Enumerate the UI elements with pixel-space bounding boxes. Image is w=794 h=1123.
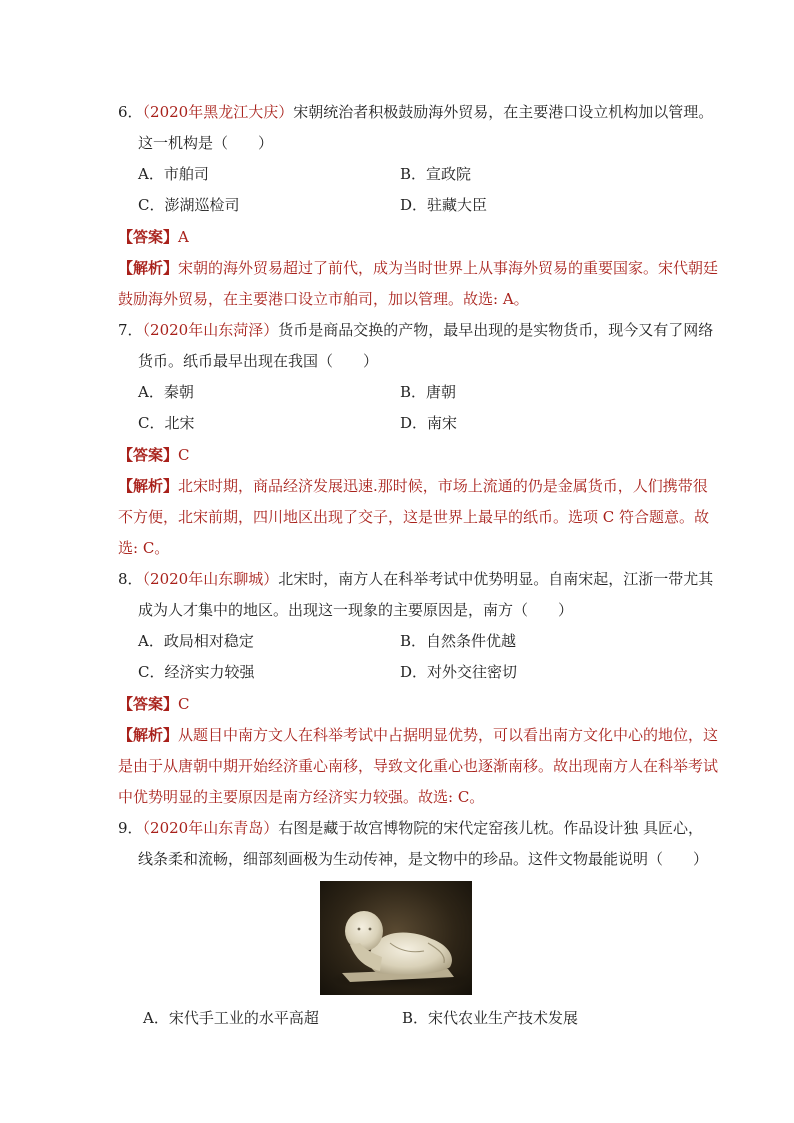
q9-stem-text1: 右图是藏于故宫博物院的宋代定窑孩儿枕。作品设计独 具匠心， <box>278 819 704 837</box>
q6-option-d[interactable]: D．驻藏大臣 <box>400 196 488 214</box>
q8-option-d[interactable]: D．对外交往密切 <box>400 663 518 681</box>
q7-stem-line1 <box>118 320 713 340</box>
q7-stem-text1: 货币是商品交换的产物，最早出现的是实物货币，现今又有了网络 <box>278 321 714 339</box>
q6-answer-line <box>118 227 189 247</box>
q7-option-d[interactable]: D．南宋 <box>400 414 458 432</box>
q6-stem-line2: 这一机构是（ ） <box>138 134 274 152</box>
q6-answer: A <box>178 228 189 246</box>
q9-stem-line1 <box>118 818 703 838</box>
q9-number: 9． <box>118 819 143 837</box>
q6-analysis-line2: 鼓励海外贸易，在主要港口设立市舶司，加以管理。故选: A。 <box>118 290 529 308</box>
q8-stem-line1 <box>118 569 713 589</box>
q6-analysis-line1 <box>118 258 718 278</box>
q8-source: （2020年山东聊城） <box>142 570 279 588</box>
q9-option-b[interactable]: B．宋代农业生产技术发展 <box>402 1009 579 1027</box>
q6-stem-line1 <box>118 102 713 122</box>
q6-option-b[interactable]: B．宣政院 <box>400 165 472 183</box>
q9-source: （2020年山东青岛） <box>142 819 279 837</box>
q8-analysis-line3: 中优势明显的主要原因是南方经济实力较强。故选: C。 <box>118 788 485 806</box>
q7-stem-line2: 货币。纸币最早出现在我国（ ） <box>138 352 379 370</box>
q7-option-b[interactable]: B．唐朝 <box>400 383 457 401</box>
q7-answer: C <box>178 446 190 464</box>
q7-analysis-text1: 北宋时期，商品经济发展迅速.那时候，市场上流通的仍是金属货币，人们携带很 <box>178 477 708 495</box>
q8-analysis-tag: 【解析】 <box>118 726 179 744</box>
q8-stem-text1: 北宋时，南方人在科举考试中优势明显。自南宋起，江浙一带尤其 <box>278 570 714 588</box>
q7-answer-tag: 【答案】 <box>118 446 179 464</box>
q7-analysis-tag: 【解析】 <box>118 477 179 495</box>
q6-option-c[interactable]: C．澎湖巡检司 <box>138 196 240 214</box>
q7-number: 7． <box>118 321 143 339</box>
q6-option-a[interactable]: A．市舶司 <box>138 165 209 183</box>
q8-answer-tag: 【答案】 <box>118 695 179 713</box>
q6-source: （2020年黑龙江大庆） <box>142 103 294 121</box>
q8-option-c[interactable]: C．经济实力较强 <box>138 663 255 681</box>
q7-option-a[interactable]: A．秦朝 <box>138 383 194 401</box>
q7-option-c[interactable]: C．北宋 <box>138 414 195 432</box>
q8-stem-line2: 成为人才集中的地区。出现这一现象的主要原因是，南方（ ） <box>138 601 574 619</box>
q8-analysis-line1 <box>118 725 718 745</box>
q6-analysis-text1: 宋朝的海外贸易超过了前代，成为当时世界上从事海外贸易的重要国家。宋代朝廷 <box>178 259 719 277</box>
q8-analysis-line2: 是由于从唐朝中期开始经济重心南移，导致文化重心也逐渐南移。故出现南方人在科举考试 <box>118 757 719 775</box>
q7-analysis-line1 <box>118 476 708 496</box>
q6-stem-text1: 宋朝统治者积极鼓励海外贸易，在主要港口设立机构加以管理。 <box>293 103 714 121</box>
q7-answer-line <box>118 445 190 465</box>
q9-option-a[interactable]: A．宋代手工业的水平高超 <box>143 1009 319 1027</box>
q8-analysis-text1: 从题目中南方文人在科举考试中占据明显优势，可以看出南方文化中心的地位，这 <box>178 726 719 744</box>
q8-number: 8． <box>118 570 143 588</box>
q7-analysis-line3: 选: C。 <box>118 539 170 557</box>
q7-analysis-line2: 不方便，北宋前期，四川地区出现了交子，这是世界上最早的纸币。选项 C 符合题意。故 <box>118 508 710 526</box>
q6-number: 6． <box>118 103 143 121</box>
q8-answer: C <box>178 695 190 713</box>
q8-answer-line <box>118 694 190 714</box>
q9-stem-line2: 线条柔和流畅，细部刻画极为生动传神，是文物中的珍品。这件文物最能说明（ ） <box>138 850 709 868</box>
q6-analysis-tag: 【解析】 <box>118 259 179 277</box>
q8-option-b[interactable]: B．自然条件优越 <box>400 632 517 650</box>
q7-source: （2020年山东菏泽） <box>142 321 279 339</box>
q6-answer-tag: 【答案】 <box>118 228 179 246</box>
child-pillow-photo <box>320 881 472 995</box>
q8-option-a[interactable]: A．政局相对稳定 <box>138 632 254 650</box>
